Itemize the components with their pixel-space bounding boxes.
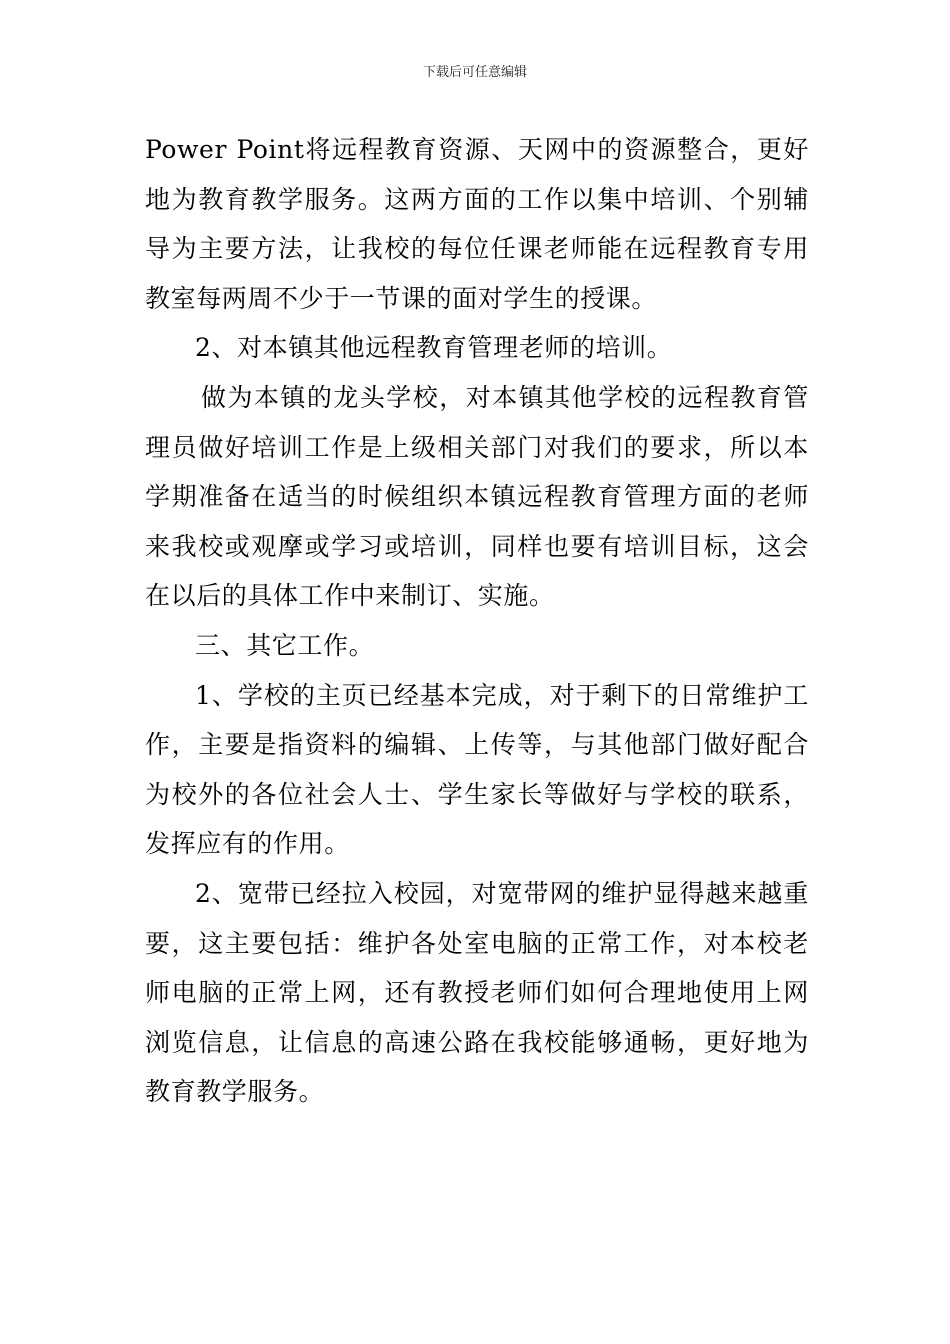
paragraph-item-2-heading: 2、对本镇其他远程教育管理老师的培训。 bbox=[195, 333, 673, 363]
page-header: 下载后可任意编辑 bbox=[422, 65, 527, 80]
paragraph-leading-school: 做为本镇的龙头学校，对本镇其他学校的远程教育管理员做好培训工作是上级相关部门对我们的要求，所以本学期准备在适当的时候组织本镇远程教育管理方面的老师来我校或观摩或学习或培训，同样也要有培训目标，这会在以后的具体工作中来制订、实施。 bbox=[145, 382, 809, 611]
paragraph-broadband-maintenance: 2、宽带已经拉入校园，对宽带网的维护显得越来越重要，这主要包括：维护各处室电脑的正常工作，对本校老师电脑的正常上网，还有教授老师们如何合理地使用上网浏览信息，让信息的高速公路在我校能够通畅，更好地为教育教学服务。 bbox=[145, 878, 809, 1107]
document-body bbox=[145, 125, 809, 1117]
paragraph-continuation: Power Point将远程教育资源、天网中的资源整合，更好地为教育教学服务。这两方面的工作以集中培训、个别辅导为主要方法，让我校的每位任课老师能在远程教育专用教室每两周不少于一节课的面对学生的授课。 bbox=[145, 135, 809, 313]
paragraph-homepage-maintenance: 1、学校的主页已经基本完成，对于剩下的日常维护工作，主要是指资料的编辑、上传等，与其他部门做好配合为校外的各位社会人士、学生家长等做好与学校的联系，发挥应有的作用。 bbox=[145, 680, 809, 859]
section-heading-other-work: 三、其它工作。 bbox=[195, 630, 375, 660]
